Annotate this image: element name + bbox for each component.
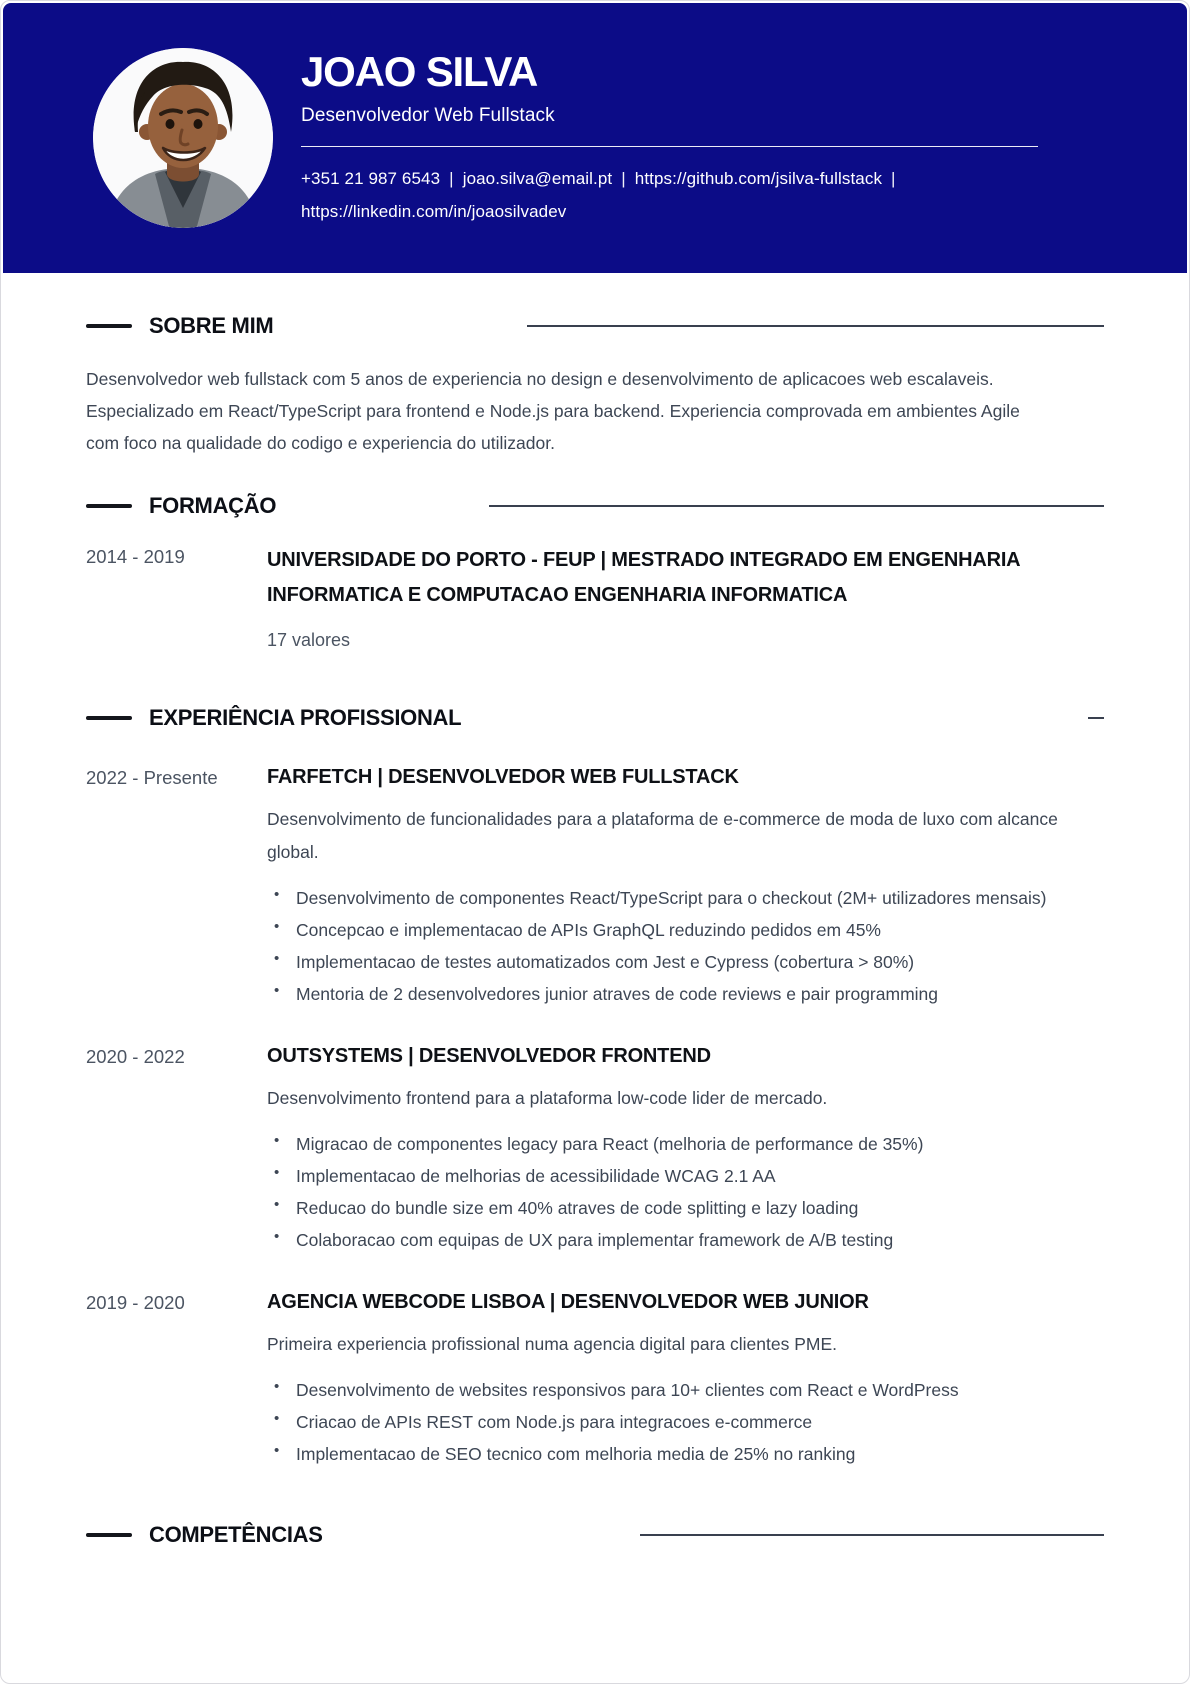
experience-description: Desenvolvimento de funcionalidades para a plataforma de e-commerce de moda de luxo com alcance global. bbox=[267, 809, 1058, 862]
experience-bullet-list bbox=[267, 1374, 1104, 1470]
avatar bbox=[93, 48, 273, 228]
contact-separator: | bbox=[891, 168, 896, 188]
experience-bullet: • Implementacao de testes automatizados com Jest e Cypress (cobertura > 80%) bbox=[267, 946, 1096, 978]
avatar-illustration bbox=[93, 48, 273, 228]
experience-bullet: • Desenvolvimento de websites responsivos para 10+ clientes com React e WordPress bbox=[267, 1374, 1096, 1406]
experience-bullet: • Reducao do bundle size em 40% atraves de code splitting e lazy loading bbox=[267, 1192, 1096, 1224]
experience-dates: 2022 - Presente bbox=[86, 767, 218, 788]
section-experience bbox=[1, 705, 1189, 1470]
experience-bullet: • Migracao de componentes legacy para React (melhoria de performance de 35%) bbox=[267, 1128, 1096, 1160]
experience-description: Desenvolvimento frontend para a plataforma low-code lider de mercado. bbox=[267, 1088, 828, 1108]
contact-phone: +351 21 987 6543 bbox=[301, 168, 441, 188]
header-divider bbox=[301, 146, 1038, 147]
experience-role-title: OUTSYSTEMS | DESENVOLVEDOR FRONTEND bbox=[267, 1045, 711, 1067]
experience-bullet: • Criacao de APIs REST com Node.js para integracoes e-commerce bbox=[267, 1406, 1096, 1438]
heading-rule bbox=[489, 505, 1104, 507]
resume-header bbox=[3, 3, 1187, 273]
contact-info bbox=[301, 162, 1038, 228]
person-job-title: Desenvolvedor Web Fullstack bbox=[301, 104, 555, 126]
experience-dates: 2019 - 2020 bbox=[86, 1292, 185, 1313]
heading-rule-short bbox=[1088, 717, 1104, 719]
header-text bbox=[301, 49, 1038, 228]
education-degree-title: UNIVERSIDADE DO PORTO - FEUP | MESTRADO INTEGRADO EM ENGENHARIA INFORMATICA E COMPUTACAO ENGENHARIA INFORMATICA bbox=[267, 549, 1020, 606]
contact-separator: | bbox=[621, 168, 626, 188]
experience-bullet-list bbox=[267, 882, 1104, 1010]
experience-bullet-list bbox=[267, 1128, 1104, 1256]
education-grade: 17 valores bbox=[267, 630, 351, 650]
section-title-skills: COMPETÊNCIAS bbox=[149, 1522, 323, 1547]
experience-bullet: • Mentoria de 2 desenvolvedores junior atraves de code reviews e pair programming bbox=[267, 978, 1096, 1010]
experience-entry-body bbox=[267, 1289, 1104, 1470]
section-about bbox=[1, 313, 1189, 459]
heading-rule bbox=[527, 325, 1104, 327]
experience-bullet: • Desenvolvimento de componentes React/TypeScript para o checkout (2M+ utilizadores mensais) bbox=[267, 882, 1096, 914]
heading-rule bbox=[640, 1534, 1104, 1536]
section-education bbox=[1, 493, 1189, 653]
experience-role-title: FARFETCH | DESENVOLVEDOR WEB FULLSTACK bbox=[267, 766, 739, 788]
heading-dash bbox=[86, 324, 132, 328]
experience-role-title: AGENCIA WEBCODE LISBOA | DESENVOLVEDOR WEB JUNIOR bbox=[267, 1291, 869, 1313]
section-heading-row bbox=[86, 1522, 1104, 1548]
education-entry bbox=[86, 543, 1104, 653]
education-entry-body bbox=[267, 543, 1104, 653]
experience-bullet: • Implementacao de SEO tecnico com melhoria media de 25% no ranking bbox=[267, 1438, 1096, 1470]
contact-github-link[interactable]: https://github.com/jsilva-fullstack bbox=[634, 168, 883, 188]
person-name: JOAO SILVA bbox=[301, 47, 538, 95]
contact-email[interactable]: joao.silva@email.pt bbox=[462, 168, 613, 188]
experience-bullet: • Colaboracao com equipas de UX para implementar framework de A/B testing bbox=[267, 1224, 1096, 1256]
experience-bullet: • Implementacao de melhorias de acessibilidade WCAG 2.1 AA bbox=[267, 1160, 1096, 1192]
experience-entry-body bbox=[267, 764, 1104, 1010]
section-heading-row bbox=[86, 705, 1104, 731]
experience-entry-body bbox=[267, 1043, 1104, 1256]
experience-bullet: • Concepcao e implementacao de APIs GraphQL reduzindo pedidos em 45% bbox=[267, 914, 1096, 946]
heading-dash bbox=[86, 1533, 132, 1537]
about-paragraph: Desenvolvedor web fullstack com 5 anos de experiencia no design e desenvolvimento de aplicacoes web escalaveis. Especializado em React/TypeScript para frontend e Node.js para backend. Experiencia comprovada em ambientes Agile com foco na qualidade do codigo e experiencia do utilizador. bbox=[86, 369, 1020, 453]
experience-entry bbox=[86, 764, 1104, 1010]
contact-separator: | bbox=[449, 168, 454, 188]
contact-linkedin-link[interactable]: https://linkedin.com/in/joaosilvadev bbox=[301, 201, 567, 221]
experience-description: Primeira experiencia profissional numa agencia digital para clientes PME. bbox=[267, 1334, 838, 1354]
section-heading-row bbox=[86, 313, 1104, 339]
section-skills bbox=[1, 1522, 1189, 1548]
heading-dash bbox=[86, 504, 132, 508]
experience-dates: 2020 - 2022 bbox=[86, 1046, 185, 1067]
experience-entry bbox=[86, 1289, 1104, 1470]
experience-entry bbox=[86, 1043, 1104, 1256]
section-heading-row bbox=[86, 493, 1104, 519]
education-dates: 2014 - 2019 bbox=[86, 546, 185, 567]
section-title-experience: EXPERIÊNCIA PROFISSIONAL bbox=[149, 705, 462, 730]
section-title-about: SOBRE MIM bbox=[149, 313, 274, 338]
section-title-education: FORMAÇÃO bbox=[149, 493, 277, 518]
heading-dash bbox=[86, 716, 132, 720]
